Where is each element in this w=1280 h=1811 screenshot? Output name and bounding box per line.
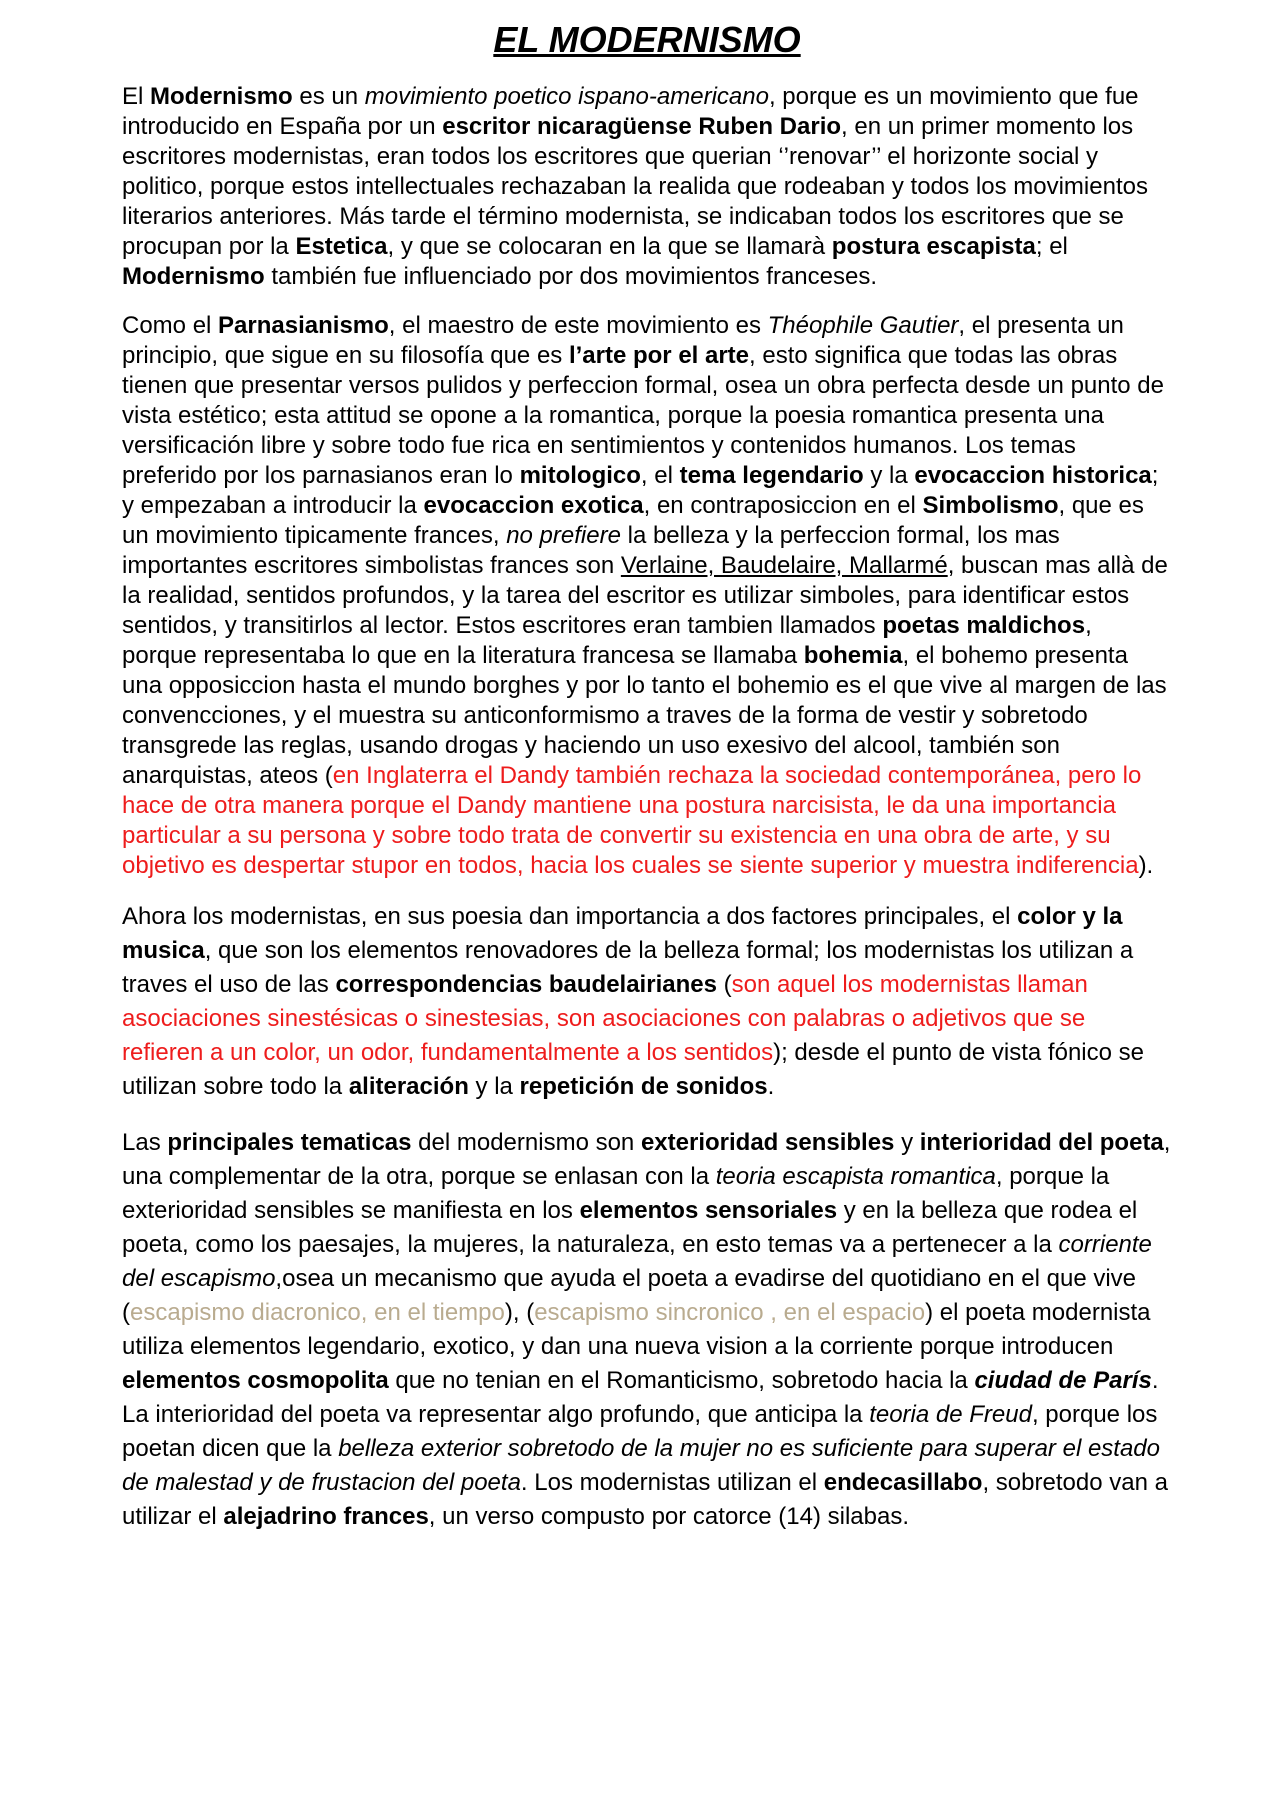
paragraph-intro: El Modernismo es un movimiento poetico ispano-americano, porque es un movimiento que fue introducido en España por un escritor nicaragüense Ruben Dario, en un primer momento los escritores modernistas, eran todos los escritores que querian ‘’renovar’’ el horizonte social y politico, porque estos intellectuales rechazaban la realida que rodeaban y todos los movimientos literarios anteriores. Más tarde el término modernista, se indicaban todos los escritores que se procupan por la Estetica, y que se colocaran en la que se llamarà postura escapista; el Modernismo también fue influenciado por dos movimientos franceses. [122, 83, 1148, 290]
page-title: EL MODERNISMO [493, 19, 801, 60]
escapismo-sincronico-note: escapismo sincronico , en el espacio [534, 1299, 926, 1326]
paragraph-color-musica: Ahora los modernistas, en sus poesia dan importancia a dos factores principales, el color y la musica, que son los elementos renovadores de la belleza formal; los modernistas los utilizan a traves el uso de las correspondencias baudelairianes (son aquel los modernistas llaman asociaciones sinestésicas o sinestesias, son asociaciones con palabras o adjetivos que se refieren a un color, un odor, fundamentalmente a los sentidos); desde el punto de vista fónico se utilizan sobre todo la aliteración y la repetición de sonidos. [122, 903, 1144, 1100]
paragraph-tematicas: Las principales tematicas del modernismo son exterioridad sensibles y interioridad del poeta, una complementar de la otra, porque se enlasan con la teoria escapista romantica, porque la exterioridad sensibles se manifiesta en los elementos sensoriales y en la belleza que rodea el poeta, como los paesajes, la mujeres, la naturaleza, en esto temas va a pertenecer a la corriente del escapismo,osea un mecanismo que ayuda el poeta a evadirse del quotidiano en el que vive (escapismo diacronico, en el tiempo), (escapismo sincronico , en el espacio) el poeta modernista utiliza elementos legendario, exotico, y dan una nueva vision a la corriente porque introducen elementos cosmopolita que no tenian en el Romanticismo, sobretodo hacia la ciudad de París. La interioridad del poeta va representar algo profundo, que anticipa la teoria de Freud, porque los poetan dicen que la belleza exterior sobretodo de la mujer no es suficiente para superar el estado de malestad y de frustacion del poeta. Los modernistas utilizan el endecasillabo, sobretodo van a utilizar el alejadrino frances, un verso compusto por catorce (14) silabas. [122, 1129, 1171, 1530]
dandy-note: en Inglaterra el Dandy también rechaza la sociedad contemporánea, pero lo hace de otra manera porque el Dandy mantiene una postura narcisista, le da una importancia particular a su persona y sobre todo trata de convertir su existencia en una obra de arte, y su objetivo es despertar stupor en todos, hacia los cuales se siente superior y muestra indiferencia [122, 762, 1142, 879]
simbolistas-names-link: Verlaine, Baudelaire, Mallarmé [620, 552, 948, 579]
document-page [122, 18, 1172, 1556]
escapismo-diacronico-note: escapismo diacronico, en el tiempo [130, 1299, 505, 1326]
sinestesias-note: son aquel los modernistas llaman asociaciones sinestésicas o sinestesias, son asociaciones con palabras o adjetivos que se refieren a un color, un odor, fundamentalmente a los sentidos [122, 971, 1088, 1066]
paragraph-parnasianismo: Como el Parnasianismo, el maestro de este movimiento es Théophile Gautier, el presenta un principio, que sigue en su filosofía que es l’arte por el arte, esto significa que todas las obras tienen que presentar versos pulidos y perfeccion formal, osea un obra perfecta desde un punto de vista estético; esta attitud se opone a la romantica, porque la poesia romantica presenta una versificación libre y sobre todo fue rica en sentimientos y contenidos humanos. Los temas preferido por los parnasianos eran lo mitologico, el tema legendario y la evocaccion historica; y empezaban a introducir la evocaccion exotica, en contraposiccion en el Simbolismo, que es un movimiento tipicamente frances, no prefiere la belleza y la perfeccion formal, los mas importantes escritores simbolistas frances son Verlaine, Baudelaire, Mallarmé, buscan mas allà de la realidad, sentidos profundos, y la tarea del escritor es utilizar simboles, para identificar estos sentidos, y transitirlos al lector. Estos escritores eran tambien llamados poetas maldichos, porque representaba lo que en la literatura francesa se llamaba bohemia, el bohemo presenta una opposiccion hasta el mundo borghes y por lo tanto el bohemio es el que vive al margen de las convencciones, y el muestra su anticonformismo a traves de la forma de vestir y sobretodo transgrede las reglas, usando drogas y haciendo un uso exesivo del alcool, también son anarquistas, ateos (en Inglaterra el Dandy también rechaza la sociedad contemporánea, pero lo hace de otra manera porque el Dandy mantiene una postura narcisista, le da una importancia particular a su persona y sobre todo trata de convertir su existencia en una obra de arte, y su objetivo es despertar stupor en todos, hacia los cuales se siente superior y muestra indiferencia). [122, 312, 1168, 879]
